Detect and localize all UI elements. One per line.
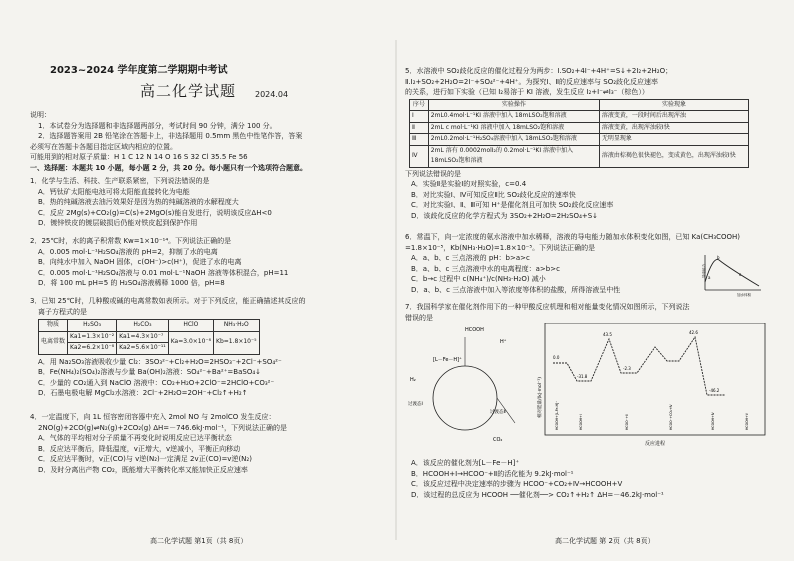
table-header: 实验现象 xyxy=(599,99,748,111)
question-stem: 5．水溶液中 SO₂歧化反应的催化过程分为两步：Ⅰ.SO₂+4I⁻+4H⁺=S↓+2I₂+2H₂O； xyxy=(405,67,673,75)
table-header: HClO xyxy=(168,320,213,332)
question-4 xyxy=(30,412,390,475)
energy-value: -46.2 xyxy=(709,388,720,393)
table-cell: 2mL 溶有 0.0002molI₂的 0.2mol·L⁻¹KI 溶液中加入 18mLSO₂饱和溶液 xyxy=(428,145,599,167)
instruction-line: 1．本试卷分为选择题和非选择题两部分，考试时间 90 分钟，满分 100 分。 xyxy=(38,121,277,130)
table-cell: Ka1=1.3×10⁻² xyxy=(68,331,117,343)
option-b: B．Fe(NH₄)₂(SO₄)₂溶液与少量 Ba(OH)₂溶液：SO₄²⁻+Ba²⁺=BaSO₄↓ xyxy=(38,368,262,376)
option-b: B．反应达平衡后，降低温度，v正增大，v逆减小，平衡正向移动 xyxy=(38,444,241,453)
mechanism-figure xyxy=(405,323,770,458)
experiment-table xyxy=(409,99,749,168)
point-label: b xyxy=(717,255,720,260)
table-cell: 溶液变黄，一段时间后出现浑浊 xyxy=(599,111,748,123)
cycle-label: [L－Fe－H]⁺ xyxy=(433,357,462,363)
question-3 xyxy=(30,296,390,399)
exam-title: 2023~2024 学年度第二学期期中考试 xyxy=(50,65,228,76)
question-2 xyxy=(30,236,390,289)
state-label: HCOO⁻+CO₂+Ⅳ xyxy=(669,404,673,430)
state-label: HCOOH+Ⅰ xyxy=(579,414,583,430)
state-label: HCOOH+Ⅴ xyxy=(745,413,749,430)
question-stem: 3．已知 25℃时，几种酸或碱的电离常数如表所示。对于下列反应，能正确描述其反应的 xyxy=(30,297,306,305)
option-d: D．及时分离出产物 CO₂，既能增大平衡转化率又能加快正反应速率 xyxy=(38,465,248,474)
option-d: D．该歧化反应的化学方程式为 3SO₂+2H₂O=2H₂SO₄+S↓ xyxy=(411,211,599,220)
table-cell: 2mL0.4mol·L⁻¹KI 溶液中加入 18mLSO₂饱和溶液 xyxy=(428,111,599,123)
question-stem: 2．25℃时，水的离子积常数 Kw=1×10⁻¹⁴。下列说法正确的是 xyxy=(30,237,232,245)
instructions-heading: 说明： xyxy=(30,111,51,119)
equation: 2NO(g)+2CO(g)⇌N₂(g)+2CO₂(g) ΔH=－746.6kJ·mol⁻¹，下列说法正确的是 xyxy=(38,423,288,432)
section-heading: 一、选择题：本题共 10 小题，每小题 2 分，共 20 分。每小题只有一个选项符合题意。 xyxy=(30,163,307,172)
question-prompt: 下列说法错误的是 xyxy=(405,169,461,178)
table-cell: 溶液变黄，出现浑浊较Ⅰ快 xyxy=(599,122,748,134)
energy-diagram xyxy=(536,323,765,447)
state-label: HCOO⁻+Ⅱ xyxy=(625,414,629,430)
question-5 xyxy=(405,66,770,221)
table-row-label: 电离常数 xyxy=(39,331,68,354)
option-c: C．反应达平衡时，v正(CO)与 v逆(N₂)一定满足 2v正(CO)=v逆(N₂) xyxy=(38,455,252,463)
energy-frame xyxy=(545,323,765,435)
energy-value: 42.6 xyxy=(689,330,698,335)
page-fold xyxy=(395,40,397,540)
table-cell: 2mL0.2mol·L⁻¹H₂SO₄溶液中加入 18mLSO₂饱和溶液 xyxy=(428,134,599,146)
atomic-mass-line: 可能用到的相对原子质量：H 1 C 12 N 14 O 16 S 32 Cl 35.5 Fe 56 xyxy=(30,153,248,161)
x-axis-label: 加水体积 xyxy=(737,293,751,297)
option-d: D．将 100 mL pH=5 的 H₂SO₄溶液稀释 1000 倍，pH=8 xyxy=(38,279,225,287)
question-stem: 1．化学与生活、科技、生产联系紧密，下列说法错误的是 xyxy=(30,177,210,185)
state-label: HCOOH+Ⅳ xyxy=(711,412,715,430)
option-b: B．对比实验Ⅰ、Ⅳ可知反应Ⅱ比 SO₂歧化反应的速率快 xyxy=(411,190,576,199)
table-cell: Ⅱ xyxy=(410,122,429,134)
y-axis-label: 导电能力 xyxy=(702,264,706,278)
question-stem-cont: Ⅱ.I₂+SO₂+2H₂O=2I⁻+SO₄²⁻+4H⁺。为探究Ⅰ、Ⅱ的反应速率与 SO₂歧化反应速率 xyxy=(405,77,659,86)
table-cell: Ka=3.0×10⁻⁸ xyxy=(168,331,213,354)
table-cell: Kb=1.8×10⁻⁵ xyxy=(214,331,260,354)
page-footer: 高二化学试题 第1页（共 8页） xyxy=(150,537,248,545)
question-stem-cont: 离子方程式的是 xyxy=(38,307,87,316)
conductivity-graph xyxy=(695,252,765,297)
table-header: H₂SO₃ xyxy=(68,320,117,332)
energy-axis-label: 相对能量/(kJ·mol⁻¹) xyxy=(538,377,543,418)
option-c: C．少量的 CO₂通入到 NaClO 溶液中：CO₂+H₂O+2ClO⁻=2HClO+CO₃²⁻ xyxy=(38,378,275,387)
option-c: C．对比实验Ⅰ、Ⅱ、Ⅲ可知 H⁺是催化剂且可加快 SO₂歧化反应速率 xyxy=(411,201,614,209)
table-cell: Ka1=4.3×10⁻⁷ xyxy=(117,331,169,343)
question-stem-cont: 错误的是 xyxy=(405,313,433,322)
option-c: C．b→c 过程中 c(NH₄⁺)/c(NH₃·H₂O) 减小 xyxy=(411,275,546,283)
table-header: 物质 xyxy=(39,320,68,332)
option-b: B．向纯水中加入 NaOH 固体，c(OH⁻)>c(H⁺)，促进了水的电离 xyxy=(38,258,242,266)
table-cell: 溶液由棕褐色很快褪色，变成黄色，出现浑浊较Ⅰ快 xyxy=(599,145,748,167)
point-label: a xyxy=(708,275,711,280)
cycle-label: 过渡态Ⅰ xyxy=(408,402,423,407)
cycle-label: HCOOH xyxy=(465,327,484,333)
question-stem-cont: 的关系，进行如下实验（已知 I₂易溶于 KI 溶液，发生反应 I₂+I⁻⇌I₃⁻（棕色）） xyxy=(405,88,649,96)
table-cell: Ⅰ xyxy=(410,111,429,123)
option-b: B．热的纯碱溶液去油污效果好是因为热的纯碱溶液的水解程度大 xyxy=(38,198,239,206)
cycle-label: H⁺ xyxy=(500,339,507,345)
option-a: A．a、b、c 三点溶液的 pH：b>a>c xyxy=(411,254,530,262)
left-column xyxy=(30,0,390,561)
question-7 xyxy=(405,302,770,323)
table-header: NH₃·H₂O xyxy=(214,320,260,332)
reaction-axis-label: 反应进程 xyxy=(645,441,666,447)
option-a: A．该反应的催化剂为[L－Fe－H]⁺ xyxy=(411,459,520,467)
page-footer: 高二化学试题 第 2页（共 8页） xyxy=(555,537,655,545)
cycle-label: 过渡态Ⅱ xyxy=(490,410,506,415)
energy-profile xyxy=(553,337,725,395)
option-d: D．该过程的总反应为 HCOOH ──催化剂──> CO₂↑+H₂↑ ΔH=－46.2kJ·mol⁻¹ xyxy=(411,490,664,499)
conductivity-curve xyxy=(705,259,759,286)
energy-value: 43.5 xyxy=(603,332,612,337)
cycle-ring xyxy=(433,366,497,430)
table-cell: 2mL c mol·L⁻¹KI 溶液中加入 18mLSO₂饱和溶液 xyxy=(428,122,599,134)
option-a: A．用 Na₂SO₃溶液吸收少量 Cl₂：3SO₃²⁻+Cl₂+H₂O=2HSO₃⁻+2Cl⁻+SO₄²⁻ xyxy=(38,357,282,366)
instructions xyxy=(30,110,390,173)
question-7-options xyxy=(405,458,770,500)
option-d: D．石墨电极电解 MgCl₂水溶液：2Cl⁻+2H₂O=2OH⁻+Cl₂↑+H₂↑ xyxy=(38,389,248,397)
table-cell: Ⅳ xyxy=(410,145,429,167)
energy-value: 0.0 xyxy=(553,355,560,360)
cycle-label: CO₂ xyxy=(493,437,503,443)
option-c: C．0.005 mol·L⁻¹H₂SO₄溶液与 0.01 mol·L⁻¹NaOH 溶液等体积混合，pH=11 xyxy=(38,268,289,277)
question-stem: 4．一定温度下，向 1L 恒容密闭容器中充入 2mol NO 与 2molCO 发生反应： xyxy=(30,413,276,421)
subject-title: 高二化学试题 xyxy=(140,82,237,100)
question-stem: 6．常温下，向一定浓度的氨水溶液中加水稀释，溶液的导电能力随加水体积变化如图，已知 Ka(CH₃COOH) xyxy=(405,233,741,241)
question-1 xyxy=(30,176,390,229)
option-a: A．0.005 mol·L⁻¹H₂SO₄溶液的 pH=2，抑制了水的电离 xyxy=(38,247,218,256)
question-stem-cont: =1.8×10⁻⁵，Kb(NH₃·H₂O)=1.8×10⁻⁵。下列说法正确的是 xyxy=(405,243,596,252)
option-b: B．HCOOH+Ⅰ→HCOO⁻+Ⅱ的活化能为 9.2kJ·mol⁻¹ xyxy=(411,469,574,478)
table-cell: 无明显现象 xyxy=(599,134,748,146)
table-header: H₂CO₃ xyxy=(117,320,169,332)
option-d: D．镀锌铁皮的镀层破损后仍能对铁皮起到保护作用 xyxy=(38,219,198,227)
option-b: B．a、b、c 三点溶液中水的电离程度：a>b>c xyxy=(411,264,560,273)
option-a: A．气体的平均相对分子质量不再变化时说明反应已达平衡状态 xyxy=(38,434,232,442)
energy-value: -31.8 xyxy=(577,374,588,379)
point-label: c xyxy=(739,272,742,277)
option-a: A．钙钛矿太阳能电池可将太阳能直接转化为电能 xyxy=(38,187,190,196)
cycle-label: H₂ xyxy=(410,377,416,383)
option-d: D．a、b、c 三点溶液中加入等浓度等体积的盐酸，所得溶液呈中性 xyxy=(411,285,621,294)
energy-value: -2.3 xyxy=(623,366,631,371)
option-c: C．反应 2Mg(s)+CO₂(g)=C(s)+2MgO(s)能自发进行，说明该反应ΔH<0 xyxy=(38,208,272,217)
catalytic-cycle xyxy=(408,327,515,443)
table-header: 序号 xyxy=(410,99,429,111)
table-header: 实验操作 xyxy=(428,99,599,111)
table-cell: Ⅲ xyxy=(410,134,429,146)
ionization-constant-table xyxy=(38,319,260,355)
table-cell: Ka2=6.2×10⁻⁸ xyxy=(68,343,117,355)
question-stem: 7．我国科学家在催化剂作用下的一种甲酸反应机理和相对能量变化情况如图所示，下列说法 xyxy=(405,303,690,311)
table-cell: Ka2=5.6×10⁻¹¹ xyxy=(117,343,169,355)
option-a: A．实验Ⅱ是实验Ⅰ的对照实验，c=0.4 xyxy=(411,180,527,188)
state-label: HCOOH+[L-Fe-H]⁺ xyxy=(555,401,559,430)
instruction-line: 2．选择题答案用 2B 铅笔涂在答题卡上，非选择题用 0.5mm 黑色中性笔作答，答案 xyxy=(38,132,303,140)
instruction-line: 必须写在答题卡各题目指定区域内相应的位置。 xyxy=(30,142,177,151)
option-c: C．该反应过程中决定速率的步骤为 HCOO⁻+CO₂+Ⅳ→HCOOH+Ⅴ xyxy=(411,480,623,488)
exam-date: 2024.04 xyxy=(255,90,289,99)
right-column xyxy=(405,0,770,561)
